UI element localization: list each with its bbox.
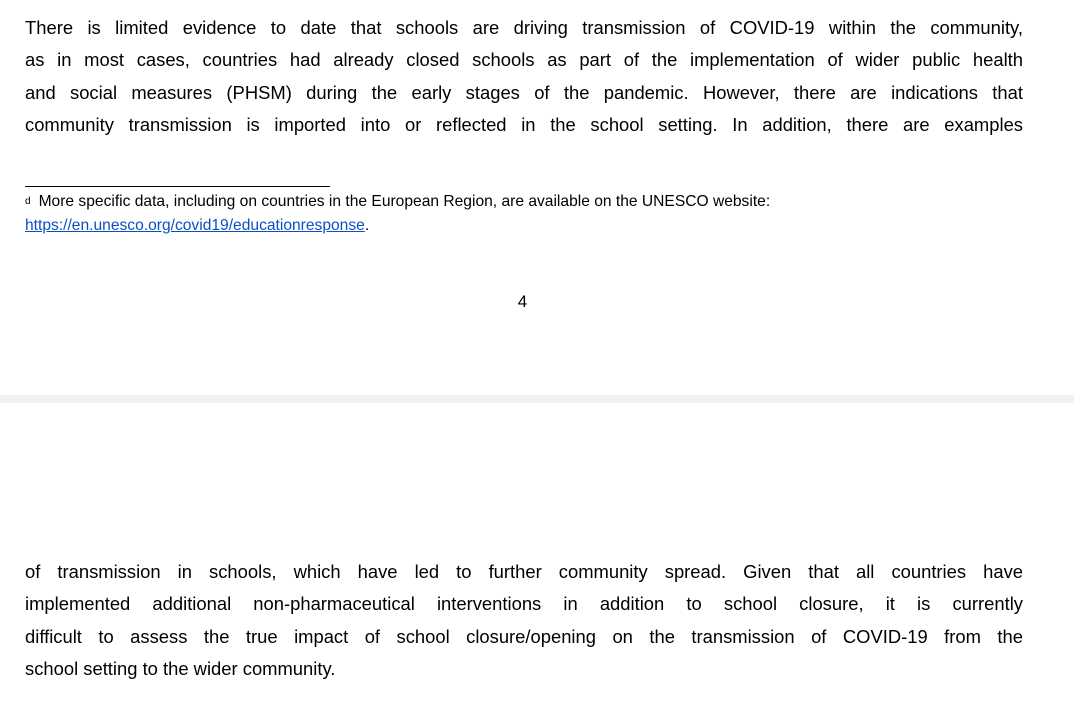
page-break xyxy=(0,395,1074,403)
paragraph-line: There is limited evidence to date that schools are driving transmission of COVID-19 within the community, xyxy=(25,17,1023,38)
footnote-marker: d xyxy=(25,196,31,207)
footnote xyxy=(25,190,1025,238)
page-number: 4 xyxy=(517,292,528,311)
paragraph-line: school setting to the wider community. xyxy=(25,657,336,679)
document-page-5 xyxy=(0,403,1074,702)
footnote-text: More specific data, including on countries in the European Region, are available on the UNESCO website: xyxy=(38,193,771,210)
paragraph-line: implemented additional non-pharmaceutical interventions in addition to school closure, it is currently xyxy=(25,593,1023,615)
body-paragraph-top xyxy=(25,12,1023,141)
paragraph-line: difficult to assess the true impact of school closure/opening on the transmission of COVID-19 from the xyxy=(25,625,1023,647)
footnote-link-suffix: . xyxy=(364,217,370,234)
footnote-line xyxy=(25,190,1025,214)
paragraph-line: community transmission is imported into or reflected in the school setting. In addition, there are examples xyxy=(25,113,1023,135)
footnote-separator xyxy=(25,186,330,187)
paragraph-line: of transmission in schools, which have led to further community spread. Given that all countries have xyxy=(25,561,1023,582)
paragraph-line: as in most cases, countries had already closed schools as part of the implementation of wider public health xyxy=(25,49,1023,71)
unesco-link[interactable]: https://en.unesco.org/covid19/educationresponse xyxy=(25,217,365,234)
footnote-link-line xyxy=(25,214,1025,238)
paragraph-line: and social measures (PHSM) during the early stages of the pandemic. However, there are indications that xyxy=(25,81,1023,103)
body-paragraph-continued xyxy=(25,556,1023,685)
